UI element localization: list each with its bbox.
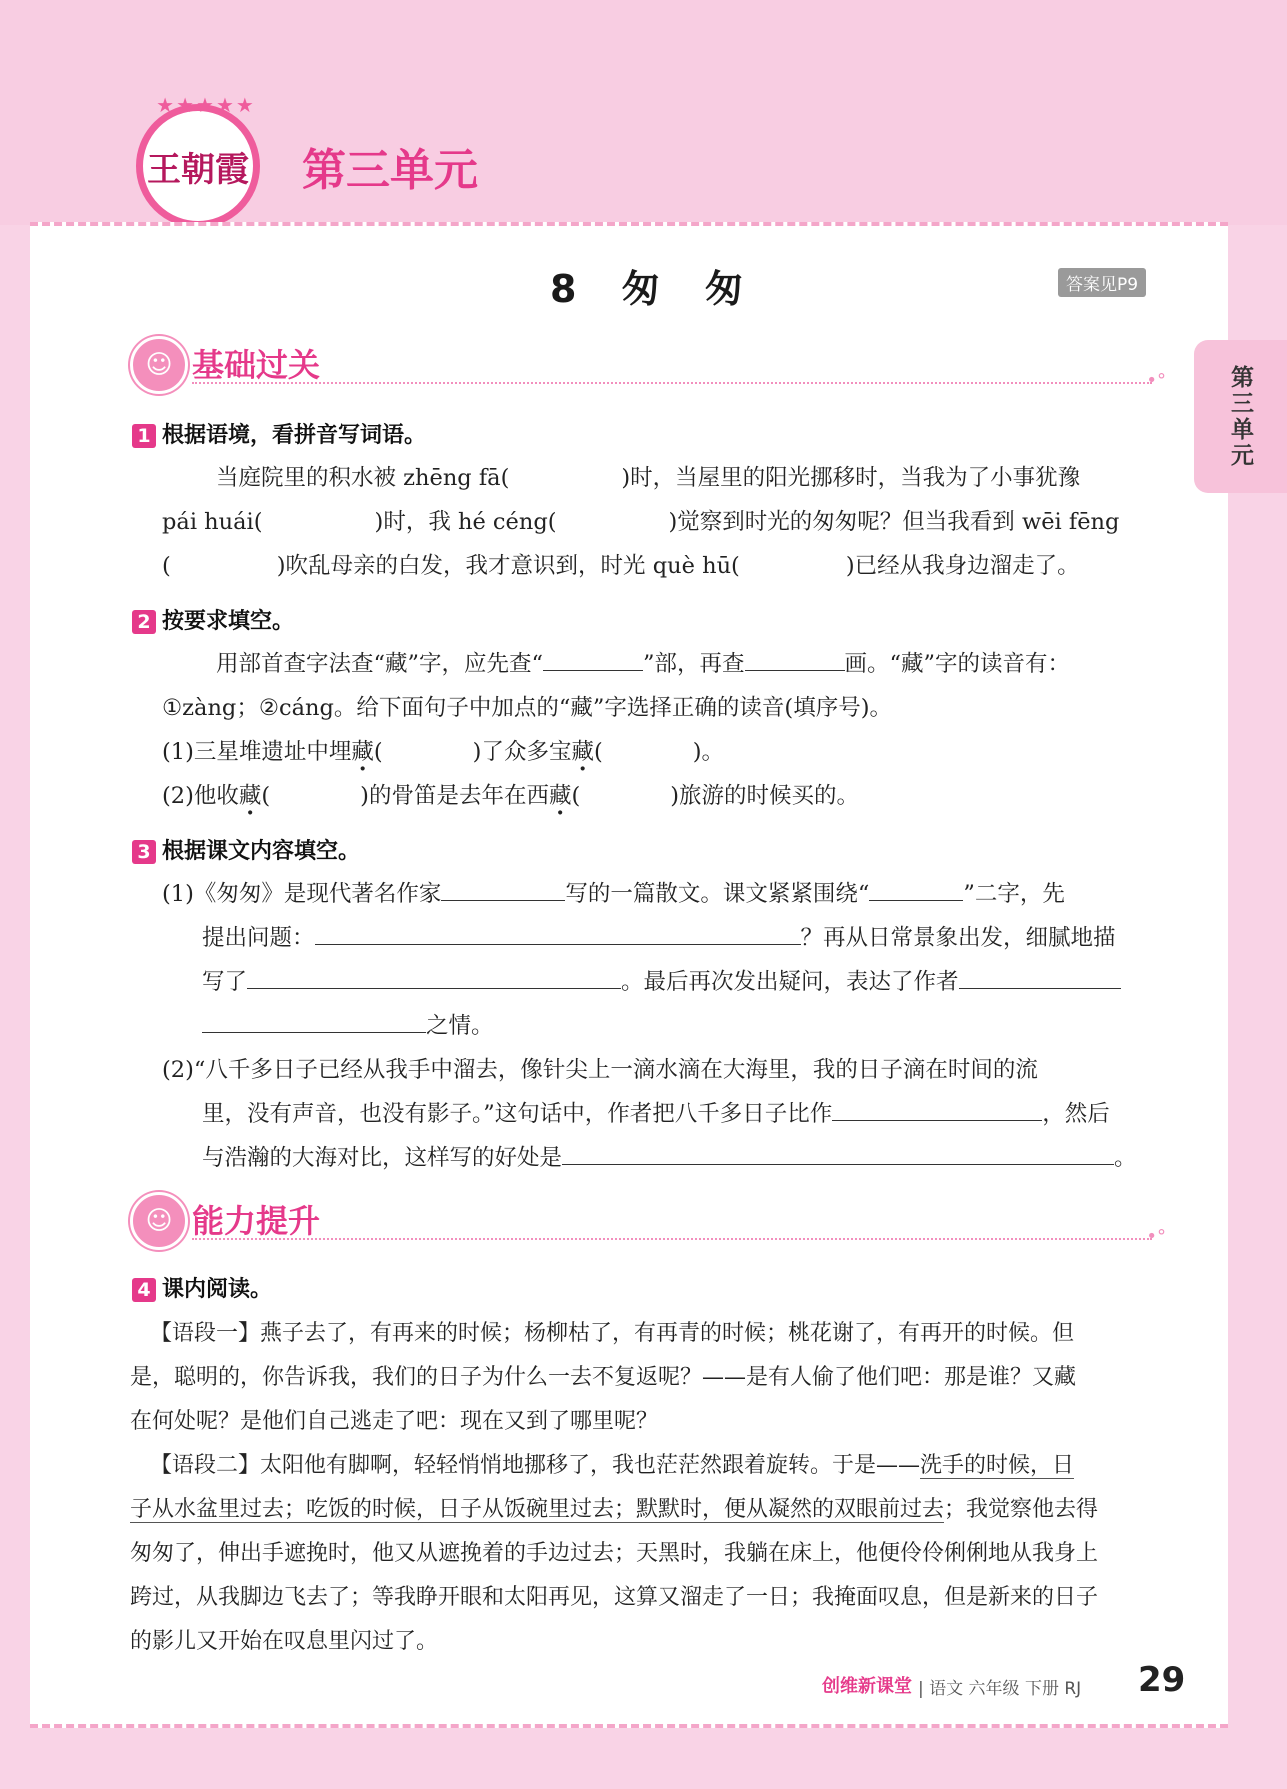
- text: pái huái(: [162, 509, 263, 535]
- section-title: 基础过关: [192, 346, 321, 384]
- question-3-prompt: [132, 834, 360, 865]
- text: 之情。: [426, 1013, 494, 1039]
- text: )时，我 hé céng(: [374, 509, 557, 535]
- q1-line-3: [162, 548, 1080, 580]
- question-text: 按要求填空。: [162, 609, 295, 634]
- text: ”二字，先: [963, 881, 1065, 907]
- text: (: [261, 783, 271, 809]
- text: )已经从我身边溜走了。: [845, 553, 1080, 579]
- dotted-character: 藏: [238, 783, 262, 809]
- answer-blank[interactable]: [543, 648, 643, 671]
- passage-2-line-5: 的影儿又开始在叹息里闪过了。: [130, 1629, 439, 1654]
- dotted-divider: [192, 382, 1152, 384]
- passage-1-line-1: 【语段一】燕子去了，有再来的时候；杨柳枯了，有再青的时候；桃花谢了，有再开的时候。但: [150, 1321, 1075, 1346]
- text: )旅游的时候买的。: [670, 783, 860, 809]
- q3-2-line-3: [202, 1140, 1137, 1172]
- passage-2-line-1: [150, 1448, 1074, 1479]
- answer-blank[interactable]: [959, 966, 1121, 989]
- q1-line-2: [162, 504, 1119, 536]
- q3-1-line-4: [202, 1008, 494, 1040]
- question-text: 根据语境，看拼音写词语。: [162, 423, 427, 448]
- question-number-badge: 1: [132, 424, 156, 448]
- section-title: 能力提升: [192, 1202, 321, 1240]
- text: 里，没有声音，也没有影子。”这句话中，作者把八千多日子比作: [202, 1101, 833, 1127]
- section-header-ability: [130, 1192, 1170, 1246]
- text: 【语段二】太阳他有脚啊，轻轻悄悄地挪移了，我也茫茫然跟着旋转。于是——: [150, 1453, 921, 1478]
- question-text: 根据课文内容填空。: [162, 839, 361, 864]
- text: )的骨笛是去年在西: [360, 783, 549, 809]
- decor-dots-icon: •°: [1146, 370, 1166, 391]
- answer-blank[interactable]: [247, 966, 621, 989]
- dotted-character: 藏: [571, 739, 594, 765]
- side-tab-label: 第三单元: [1227, 364, 1253, 469]
- text: ；我觉察他去得: [944, 1497, 1099, 1522]
- question-number-badge: 4: [132, 1278, 156, 1302]
- answer-blank[interactable]: [869, 878, 963, 901]
- text: 写的一篇散文。课文紧紧围绕“: [565, 881, 870, 907]
- cartoon-face-icon: ☺: [130, 1192, 188, 1250]
- question-text: 课内阅读。: [162, 1277, 273, 1302]
- text: 。: [1114, 1145, 1137, 1171]
- text: (: [593, 739, 603, 765]
- q2-line-1: [216, 646, 1070, 678]
- text: )觉察到时光的匆匆呢？但当我看到 wēi fēng: [668, 509, 1120, 535]
- q2-line-2: ①zàng；②cáng。给下面句子中加点的“藏”字选择正确的读音(填序号)。: [162, 695, 892, 721]
- passage-2-line-2: [130, 1492, 1098, 1523]
- side-tab-unit: [1194, 340, 1287, 493]
- answer-reference-badge: 答案见P9: [1058, 268, 1146, 297]
- dotted-character: 藏: [351, 739, 374, 765]
- text: (: [162, 553, 171, 579]
- text: 写了: [202, 969, 248, 995]
- q2-sentence-1: [162, 734, 724, 766]
- footer-brand: 创维新课堂: [822, 1676, 912, 1697]
- q2-sentence-2: [162, 778, 859, 810]
- page-number: 29: [1138, 1660, 1186, 1700]
- text: (1)三星堆遗址中埋: [162, 739, 352, 765]
- lesson-title: 8 匆 匆: [550, 267, 759, 311]
- text: )。: [692, 739, 725, 765]
- q3-2-line-2: [202, 1096, 1110, 1128]
- answer-blank[interactable]: [562, 1142, 1114, 1165]
- footer-book-info: | 语文 六年级 下册 RJ: [918, 1679, 1082, 1699]
- text: 用部首查字法查“藏”字，应先查“: [216, 651, 544, 677]
- text: ？再从日常景象出发，细腻地描: [800, 925, 1116, 951]
- dotted-character: 藏: [548, 783, 572, 809]
- passage-1-line-2: 是，聪明的，你告诉我，我们的日子为什么一去不复返呢？——是有人偷了他们吧：那是谁？又藏: [130, 1365, 1077, 1390]
- q1-line-1: [216, 460, 1080, 492]
- text: 当庭院里的积水被 zhēng fā(: [216, 465, 510, 491]
- answer-blank[interactable]: [745, 648, 845, 671]
- cartoon-face-icon: ☺: [130, 336, 188, 394]
- section-header-basic: [130, 336, 1170, 390]
- question-2-prompt: [132, 604, 294, 635]
- brand-logo: [136, 93, 260, 228]
- text: 。最后再次发出疑问，表达了作者: [621, 969, 959, 995]
- answer-blank[interactable]: [832, 1098, 1042, 1121]
- text: ”部，再查: [643, 651, 745, 677]
- underlined-text: 洗手的时候，日: [920, 1453, 1075, 1478]
- text: )时，当屋里的阳光挪移时，当我为了小事犹豫: [621, 465, 1081, 491]
- passage-2-line-4: 跨过，从我脚边飞去了；等我睁开眼和太阳再见，这算又溜走了一日；我掩面叹息，但是新来的日子: [130, 1585, 1099, 1610]
- text: )吹乱母亲的白发，我才意识到，时光 què hū(: [276, 553, 740, 579]
- question-1-prompt: [132, 418, 426, 449]
- unit-title: 第三单元: [302, 145, 478, 196]
- answer-blank[interactable]: [202, 1010, 426, 1033]
- text: ，然后: [1042, 1101, 1110, 1127]
- logo-text: 王朝霞: [147, 149, 249, 190]
- text: 提出问题：: [202, 925, 315, 951]
- text: )了众多宝: [472, 739, 572, 765]
- question-number-badge: 2: [132, 610, 156, 634]
- text: (: [571, 783, 581, 809]
- q3-1-line-3: [202, 964, 1121, 996]
- text: (1)《匆匆》是现代著名作家: [162, 881, 442, 907]
- question-number-badge: 3: [132, 840, 156, 864]
- q3-1-line-2: [202, 920, 1116, 952]
- decor-dots-icon: •°: [1146, 1226, 1166, 1247]
- q3-2-line-1: (2)“八千多日子已经从我手中溜去，像针尖上一滴水滴在大海里，我的日子滴在时间的流: [162, 1057, 1038, 1083]
- answer-blank[interactable]: [441, 878, 565, 901]
- text: 与浩瀚的大海对比，这样写的好处是: [202, 1145, 563, 1171]
- text: (2)他收: [162, 783, 239, 809]
- logo-stars: ★★★★★: [156, 93, 256, 117]
- q3-1-line-1: [162, 876, 1065, 908]
- dotted-divider: [192, 1238, 1152, 1240]
- passage-1-line-3: 在何处呢？是他们自己逃走了吧：现在又到了哪里呢？: [130, 1409, 659, 1434]
- question-4-prompt: [132, 1272, 272, 1303]
- text: (: [373, 739, 383, 765]
- answer-blank[interactable]: [315, 922, 801, 945]
- passage-2-line-3: 匆匆了，伸出手遮挽时，他又从遮挽着的手边过去；天黑时，我躺在床上，他便伶伶俐俐地从我身上: [130, 1541, 1099, 1566]
- underlined-text: 子从水盆里过去；吃饭的时候，日子从饭碗里过去；默默时，便从凝然的双眼前过去: [130, 1497, 945, 1522]
- text: 画。“藏”字的读音有：: [844, 651, 1071, 677]
